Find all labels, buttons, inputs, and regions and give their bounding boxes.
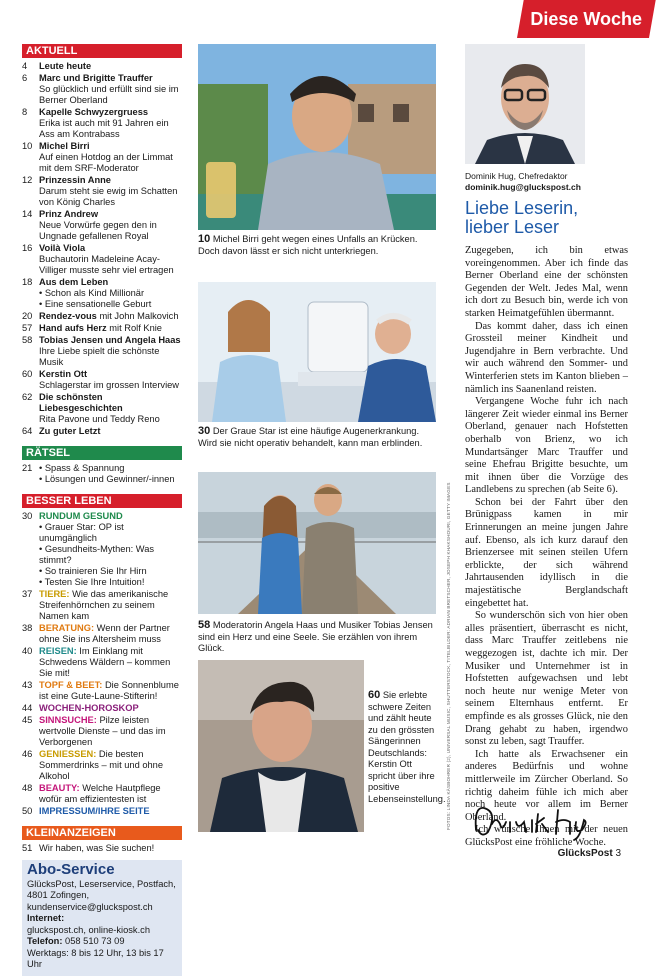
list-item[interactable] — [22, 783, 182, 805]
abo-email[interactable]: kundenservice@gluckspost.ch — [27, 901, 153, 912]
list-item-title: Die schönsten Liebesgeschichten — [39, 392, 123, 413]
list-item-title: GENIESSEN: — [39, 749, 97, 759]
list-item[interactable] — [22, 806, 182, 817]
editor-email[interactable]: dominik.hug@gluckspost.ch — [465, 181, 581, 192]
page-number: 40 — [22, 646, 33, 656]
page-number: 3 — [615, 848, 621, 859]
caption-text: Moderatorin Angela Haas und Musiker Tobias Jensen sind ein Herz und eine Seele. Sie erzählen von ihrem Glück. — [198, 620, 433, 653]
page-number: 6 — [22, 73, 28, 83]
page-number: 18 — [22, 277, 33, 287]
list-item-text: RUNDUM GESUND • Grauer Star: OP ist unumgänglich • Gesundheits-Mythen: Was stimmt? • So trainieren Sie Ihr Hirn • Testen Sie Ihre Intuition! — [39, 511, 155, 587]
list-item[interactable] — [22, 703, 182, 714]
list-item-title: TIERE: — [39, 589, 70, 599]
list-item[interactable] — [22, 843, 182, 854]
list-item[interactable] — [22, 311, 182, 322]
list-item[interactable] — [22, 175, 182, 208]
editor-portrait-image — [465, 44, 585, 164]
list-item-text — [39, 806, 182, 817]
abo-phone[interactable]: 058 510 73 09 — [62, 936, 125, 946]
list-item-text — [39, 61, 182, 72]
list-item-text: • Spass & Spannung — [39, 463, 125, 473]
list-item-title: BERATUNG: — [39, 623, 95, 633]
list-item[interactable] — [22, 392, 182, 425]
besser-leben-list — [22, 511, 182, 817]
page-number: 30 — [22, 511, 33, 521]
internet-label: Internet: — [27, 913, 65, 923]
page-number: 48 — [22, 783, 33, 793]
list-item-text: Die schönsten Liebesgeschichten Rita Pavone und Teddy Reno — [39, 392, 160, 424]
caption-page-number: 58 — [198, 619, 211, 631]
list-item[interactable] — [22, 715, 182, 748]
brand-name: GlücksPost — [557, 848, 613, 859]
photo-haas-jensen — [198, 472, 436, 614]
photo-credits — [440, 470, 452, 830]
photo-haas-jensen-image — [198, 472, 436, 614]
list-item[interactable] — [22, 680, 182, 702]
list-item-title: RUNDUM GESUND — [39, 511, 123, 521]
list-item-text: Voilà Viola Buchautorin Madeleine Acay-Villiger musste sehr viel ertragen — [39, 243, 174, 275]
caption-page-number: 60 — [368, 689, 381, 701]
editorial-title-line: lieber Leser — [465, 217, 560, 237]
list-item[interactable] — [22, 73, 182, 106]
page-folio — [558, 848, 621, 859]
caption-text: Sie erlebte schwere Zeiten und zählt heute zu den grössten Sängerinnen Deutschlands: Kerstin Ott spricht über ihre positive Lebenseinstellung. — [368, 690, 446, 804]
editorial-paragraph: Zugegeben, ich bin etwas voreingenommen. Aber ich finde das Berner Oberland eine der schönsten Gegenden der Welt. Jedes Mal, wenn ich dort zu Besuch bin, werde ich von starken Heimatgefühlen übermannt. — [465, 245, 628, 319]
list-item-title: IMPRESSUM/IHRE SEITE — [39, 806, 150, 816]
editorial-body — [465, 245, 628, 850]
list-item[interactable] — [22, 646, 182, 679]
phone-label: Telefon: — [27, 936, 63, 946]
page-number: 10 — [22, 141, 33, 151]
page-number: 16 — [22, 243, 33, 253]
list-item[interactable] — [22, 141, 182, 174]
photo-credits-text: FOTOS: LINDA KÄSBOHRER (2), UNIVERSAL MUSIC, SHUTTERSTOCK, TITELBILDER: ADRIAN BRETSCHER, JOSEPH KHAKSHOURI, GETTY IMAGES — [446, 482, 451, 830]
abo-service-box — [22, 860, 182, 976]
list-item-text: BEAUTY: Welche Hautpflege wofür am effizientesten ist — [39, 783, 161, 804]
list-item[interactable] — [22, 369, 182, 391]
page-number: 37 — [22, 589, 33, 599]
list-item-title: Kapelle Schwyzergruess — [39, 107, 149, 117]
table-of-contents — [22, 44, 182, 976]
photo-michel-birri — [198, 44, 436, 230]
list-item[interactable] — [22, 589, 182, 622]
photo-eye-exam — [198, 282, 436, 422]
page-number: 62 — [22, 392, 33, 402]
photo-kerstin-ott-image — [198, 660, 364, 832]
abo-websites[interactable]: gluckspost.ch, online-kiosk.ch — [27, 924, 150, 935]
page-number: 8 — [22, 107, 28, 117]
list-item-title: Prinzessin Anne — [39, 175, 111, 185]
list-item-title: Aus dem Leben — [39, 277, 109, 287]
list-item-title: Tobias Jensen und Angela Haas — [39, 335, 181, 345]
list-item[interactable] — [22, 243, 182, 276]
list-item-text: Kerstin Ott Schlagerstar im grossen Interview — [39, 369, 180, 390]
caption-3 — [198, 620, 438, 655]
section-banner: Diese Woche — [517, 0, 656, 38]
list-item-title: REISEN: — [39, 646, 77, 656]
list-item-title: Michel Birri — [39, 141, 90, 151]
editorial-paragraph: Ich wünsche Ihnen mit der neuen GlücksPost eine fröhliche Woche. — [465, 824, 628, 848]
list-item-text: SINNSUCHE: Pilze leisten wertvolle Dienste – und das im Verborgenen — [39, 715, 166, 747]
page-number: 20 — [22, 311, 33, 321]
page-number: 44 — [22, 703, 33, 713]
editor-portrait — [465, 44, 585, 164]
list-item[interactable] — [22, 107, 182, 140]
list-item-title: Prinz Andrew — [39, 209, 99, 219]
editorial-paragraph: Schon bei der Fahrt über den Brünigpass kamen in mir Erinnerungen an meine jungen Jahre auf. Ebenso, als ich kurz darauf den Brienzersee mit seinen steilen Ufern erblickte, der sich während Jahrtausenden idyllisch in die majestätische Berglandschaft eingebettet hat. — [465, 496, 628, 609]
editor-signature — [470, 800, 590, 842]
section-heading-besser-leben: BESSER LEBEN — [22, 494, 182, 508]
abo-service-title: Abo-Service — [27, 861, 115, 878]
list-item-text: GENIESSEN: Die besten Sommerdrinks – mit und ohne Alkohol — [39, 749, 164, 781]
caption-page-number: 30 — [198, 425, 211, 437]
list-item-text: TIERE: Wie das amerikanische Streifenhörnchen zu seinem Namen kam — [39, 589, 169, 621]
editorial-title — [465, 199, 578, 237]
editorial-paragraph: Vergangene Woche fuhr ich nach längerer Zeit wieder einmal ins Berner Oberland, genauer nach Hofstetten oberhalb von Brienz, wo ich Mundartsänger Marc Trauffer und seine Ehefrau Brigitte besuchte, um mit ihnen über die Vorzüge des Landlebens zu sprechen (ab Seite 6). — [465, 396, 628, 496]
list-item[interactable] — [22, 61, 182, 72]
list-item-text: REISEN: Im Einklang mit Schwedens Wäldern – kommen Sie mit! — [39, 646, 171, 678]
editorial-paragraph: So wunderschön sich von hier oben alles präsentiert, überrascht es nicht, dass Marc Trauffer zeitlebens nie weggezogen ist, dachte ich mir. Der Musiker und Unternehmer ist in Hofstetten aufgewachsen und lebt noch heute nur wenige Meter von seinem Elternhaus entfernt. Er empfinde es als grosses Glück, nie den Drang gehabt zu haben, irgendwo sonst zu leben, sagt Trauffer. — [465, 610, 628, 748]
list-item-title: Leute heute — [39, 61, 92, 71]
list-item-title: Marc und Brigitte Trauffer — [39, 73, 153, 83]
list-item-text: Aus dem Leben • Schon als Kind Millionär • Eine sensationelle Geburt — [39, 277, 152, 309]
list-item-title: WOCHEN-HOROSKOP — [39, 703, 139, 713]
editorial-paragraph: Ich hatte als Erwachsener ein anderes Bedürfnis und wohne mittlerweile im Zürcher Oberland. So richtig daheim fühle ich mich aber noch heute vor allem im Berner Oberland. — [465, 748, 628, 823]
list-item-text: Rendez-vous mit John Malkovich — [39, 311, 179, 321]
list-item[interactable] — [22, 277, 182, 310]
caption-1 — [198, 234, 438, 257]
list-item-text — [39, 703, 182, 714]
page-number: 43 — [22, 680, 33, 690]
page-number: 46 — [22, 749, 33, 759]
page-number: 4 — [22, 61, 28, 71]
list-item[interactable] — [22, 426, 182, 437]
list-item-text: Wir haben, was Sie suchen! — [39, 843, 155, 853]
photo-eye-exam-image — [198, 282, 436, 422]
list-item-title: Rendez-vous — [39, 311, 97, 321]
section-heading-aktuell: AKTUELL — [22, 44, 182, 58]
list-item-title: Voilà Viola — [39, 243, 86, 253]
list-item[interactable] — [22, 463, 182, 485]
page-number: 50 — [22, 806, 33, 816]
section-heading-raetsel: RÄTSEL — [22, 446, 182, 460]
caption-page-number: 10 — [198, 233, 211, 245]
list-item[interactable] — [22, 511, 182, 588]
list-item-text: BERATUNG: Wenn der Partner ohne Sie ins Altersheim muss — [39, 623, 170, 644]
list-item-text: Prinzessin Anne Darum steht sie ewig im Schatten von König Charles — [39, 175, 178, 207]
list-item-text: Michel Birri Auf einen Hotdog an der Limmat mit dem SRF-Moderator — [39, 141, 173, 173]
page-number: 12 — [22, 175, 33, 185]
list-item[interactable] — [22, 749, 182, 782]
list-item-text: Tobias Jensen und Angela Haas Ihre Liebe spielt die schönste Musik — [39, 335, 181, 367]
list-item-text: Prinz Andrew Neue Vorwürfe gegen den in Ungnade gefallenen Royal — [39, 209, 157, 241]
caption-2 — [198, 426, 438, 449]
list-item[interactable] — [22, 209, 182, 242]
photo-kerstin-ott — [198, 660, 364, 832]
list-item[interactable] — [22, 335, 182, 368]
page-number: 57 — [22, 323, 33, 333]
page-number: 14 — [22, 209, 33, 219]
list-item[interactable] — [22, 623, 182, 645]
list-item-title: Hand aufs Herz — [39, 323, 107, 333]
list-item-text: Hand aufs Herz mit Rolf Knie — [39, 323, 162, 333]
editor-caption — [465, 171, 581, 192]
page-number: 58 — [22, 335, 33, 345]
list-item[interactable] — [22, 323, 182, 334]
photo-michel-birri-image — [198, 44, 436, 230]
list-item-title: Zu guter Letzt — [39, 426, 101, 436]
editor-name: Dominik Hug, Chefredaktor — [465, 171, 568, 181]
list-item-text: Marc und Brigitte Trauffer So glücklich und erfüllt sind sie im Berner Oberland — [39, 73, 179, 105]
abo-address: GlücksPost, Leserservice, Postfach, — [27, 878, 176, 889]
page-number: 51 — [22, 843, 33, 853]
page-number: 38 — [22, 623, 33, 633]
page-number: 60 — [22, 369, 33, 379]
list-item-text — [39, 426, 182, 437]
aktuell-list — [22, 61, 182, 437]
list-item-title: TOPF & BEET: — [39, 680, 103, 690]
page-number: 21 — [22, 463, 33, 473]
list-item-text: Kapelle Schwyzergruess Erika ist auch mit 91 Jahren ein Ass am Kontrabass — [39, 107, 169, 139]
page-number: 64 — [22, 426, 33, 436]
abo-hours: Werktags: 8 bis 12 Uhr, 13 bis 17 Uhr — [27, 947, 164, 969]
list-item-text: • Lösungen und Gewinner/-innen — [39, 474, 175, 484]
abo-address: 4801 Zofingen, — [27, 890, 90, 900]
list-item-title: BEAUTY: — [39, 783, 80, 793]
caption-text: Der Graue Star ist eine häufige Augenerkrankung. Wird sie nicht operativ behandelt, kann man erblinden. — [198, 426, 423, 448]
list-item-title: SINNSUCHE: — [39, 715, 97, 725]
caption-4 — [368, 689, 446, 805]
editorial-paragraph: Das kommt daher, dass ich einen Grossteil meiner Kindheit und Jugendjahre in Bern verbrachte. Und wir auch während den Sommer- und Winterferien stets im Kanton blieben – nämlich ins Saanenland reisten. — [465, 320, 628, 395]
list-item-text: TOPF & BEET: Die Sonnenblume ist eine Gute-Laune-Stifterin! — [39, 680, 179, 701]
section-heading-kleinanzeigen: KLEINANZEIGEN — [22, 826, 182, 840]
editorial-title-line: Liebe Leserin, — [465, 198, 579, 218]
list-item-title: Kerstin Ott — [39, 369, 88, 379]
caption-text: Michel Birri geht wegen eines Unfalls an Krücken. Doch davon lässt er sich nicht unterkriegen. — [198, 234, 418, 256]
page-number: 45 — [22, 715, 33, 725]
